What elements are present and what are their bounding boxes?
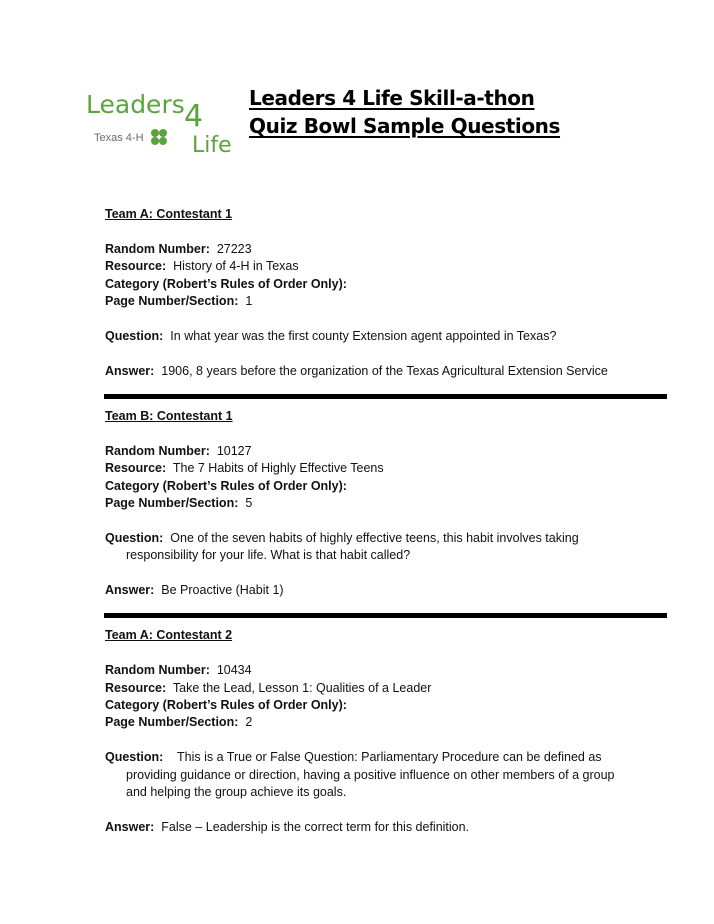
- title-line-2: Quiz Bowl Sample Questions: [249, 114, 561, 138]
- random-number-value: 10127: [216, 443, 252, 458]
- question-section-3: [105, 627, 670, 836]
- question-text: One of the seven habits of highly effective teens, this habit involves taking responsibility for your life. What is that habit called?: [126, 530, 579, 563]
- answer-text: Be Proactive (Habit 1): [161, 583, 284, 598]
- resource-label: Resource:: [105, 259, 167, 274]
- random-number-value: 27223: [216, 241, 252, 256]
- random-number-label: Random Number:: [105, 443, 210, 458]
- category-label: Category (Robert’s Rules of Order Only):: [105, 478, 347, 493]
- question-label: Question:: [105, 328, 164, 343]
- page-number-label: Page Number/Section:: [105, 496, 239, 511]
- leaders-4-life-logo: [84, 86, 240, 156]
- answer-label: Answer:: [105, 819, 155, 834]
- clover-logo-icon: [84, 86, 240, 156]
- random-number-value: 10434: [216, 663, 252, 678]
- category-label: Category (Robert’s Rules of Order Only):: [105, 698, 347, 713]
- section-divider: [104, 613, 667, 618]
- resource-label: Resource:: [105, 461, 167, 476]
- answer-text: 1906, 8 years before the organization of the Texas Agricultural Extension Service: [161, 363, 608, 378]
- answer-text: False – Leadership is the correct term for this definition.: [161, 819, 470, 834]
- logo-leaders-text: Leaders: [86, 90, 185, 119]
- random-number-label: Random Number:: [105, 241, 210, 256]
- section-heading: Team A: Contestant 1: [105, 207, 233, 221]
- question-text: In what year was the first county Extension agent appointed in Texas?: [170, 328, 557, 343]
- section-divider: [104, 394, 667, 399]
- question-list: [105, 206, 670, 836]
- logo-life-text: Life: [192, 133, 232, 156]
- resource-value: The 7 Habits of Highly Effective Teens: [172, 461, 384, 476]
- section-heading: Team B: Contestant 1: [105, 409, 233, 424]
- resource-label: Resource:: [105, 680, 167, 695]
- random-number-label: Random Number:: [105, 663, 210, 678]
- page-number-value: 5: [245, 496, 253, 511]
- page-number-value: 1: [245, 294, 253, 309]
- clover-icon: [151, 129, 167, 145]
- page-number-value: 2: [245, 715, 253, 730]
- page-number-label: Page Number/Section:: [105, 294, 239, 309]
- resource-value: Take the Lead, Lesson 1: Qualities of a Leader: [172, 680, 432, 695]
- question-section-1: [105, 206, 670, 380]
- title-line-1: Leaders 4 Life Skill-a-thon: [249, 86, 535, 110]
- resource-value: History of 4-H in Texas: [173, 259, 299, 274]
- question-section-2: [105, 408, 670, 599]
- logo-four-text: 4: [184, 99, 204, 134]
- question-text: This is a True or False Question: Parliamentary Procedure can be defined as providing guidance or direction, having a positive influence on other members of a group and helping the group achieve its goals.: [126, 750, 615, 800]
- answer-label: Answer:: [105, 583, 155, 598]
- category-label: Category (Robert’s Rules of Order Only):: [105, 276, 347, 291]
- logo-sub-text: Texas 4-H: [94, 132, 144, 144]
- question-label: Question:: [105, 750, 164, 765]
- page-number-label: Page Number/Section:: [105, 715, 239, 730]
- question-label: Question:: [105, 530, 164, 545]
- section-heading: Team A: Contestant 2: [105, 628, 233, 643]
- page-title: [249, 84, 560, 140]
- answer-label: Answer:: [105, 363, 155, 378]
